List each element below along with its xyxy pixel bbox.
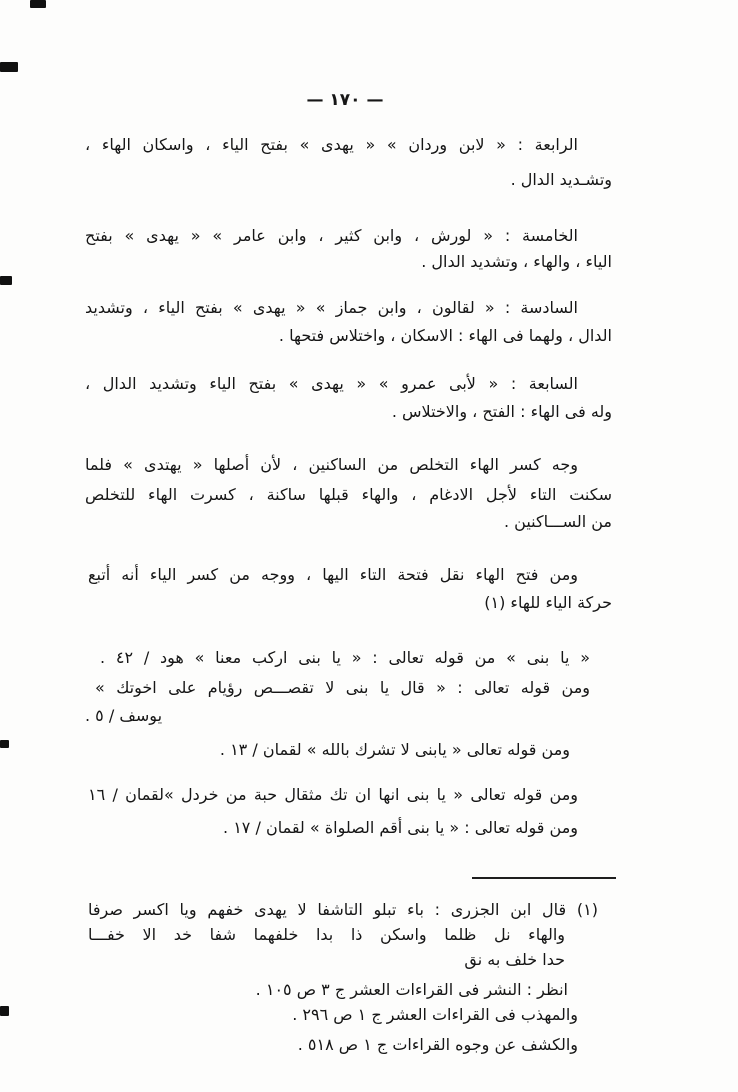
- verse-line: ومن قوله تعالى « يابنى لا تشرك بالله » لقمان / ١٣ .: [219, 740, 570, 759]
- paragraph-line: سكنت التاء لأجل الادغام ، والهاء قبلها ساكنة ، كسرت الهاء للتخلص: [85, 485, 612, 504]
- paragraph-line: من الســـاكنين .: [504, 512, 612, 531]
- verse-line: ومن قوله تعالى : « يا بنى أقم الصلواة » لقمان / ١٧ .: [223, 818, 578, 837]
- page-number: — ١٧٠ —: [306, 90, 384, 110]
- paragraph-line: وتشـديد الدال .: [510, 170, 612, 189]
- footnote-line: والهاء نل ظلما واسكن ذا بدا خلفهما شفا خد الا خفـــا: [88, 925, 565, 944]
- scan-mark: [0, 1006, 9, 1016]
- scan-mark: [0, 62, 18, 72]
- footnote-line: والكشف عن وجوه القراءات ج ١ ص ٥١٨ .: [297, 1035, 578, 1054]
- verse-line: ومن قوله تعالى « يا بنى انها ان تك مثقال حبة من خردل »لقمان / ١٦: [88, 785, 578, 804]
- paragraph-line: الياء ، والهاء ، وتشديد الدال .: [421, 252, 612, 271]
- paragraph-line: السادسة : « لقالون ، وابن جماز » « يهدى » بفتح الياء ، وتشديد: [85, 298, 578, 317]
- paragraph-line: وله فى الهاء : الفتح ، والاختلاس .: [391, 402, 612, 421]
- footnote-line: (١) قال ابن الجزرى : باء تبلو التاشفا لا يهدى خفهم ويا اكسر صرفا: [88, 900, 598, 919]
- scan-mark: [0, 276, 12, 285]
- paragraph-line: الدال ، ولهما فى الهاء : الاسكان ، واختلاس فتحها .: [278, 326, 612, 345]
- paragraph-line: ومن فتح الهاء نقل فتحة التاء اليها ، ووجه من كسر الياء أنه أتبع: [88, 565, 578, 584]
- verse-line: ومن قوله تعالى : « قال يا بنى لا تقصـــص رؤيام على اخوتك »: [95, 678, 590, 697]
- verse-line: « يا بنى » من قوله تعالى : « يا بنى اركب معنا » هود / ٤٢ .: [100, 648, 590, 667]
- scan-mark: [30, 0, 46, 8]
- paragraph-line: الرابعة : « لابن وردان » « يهدى » بفتح الياء ، واسكان الهاء ،: [85, 135, 578, 154]
- footnote-line: انظر : النشر فى القراءات العشر ج ٣ ص ١٠٥ .: [255, 980, 568, 999]
- footnote-line: والمهذب فى القراءات العشر ج ١ ص ٢٩٦ .: [292, 1005, 578, 1024]
- paragraph-line: الخامسة : « لورش ، وابن كثير ، وابن عامر » « يهدى » بفتح: [85, 226, 578, 245]
- footnote-line: حدا خلف به نق: [464, 950, 565, 969]
- verse-line: يوسف / ٥ .: [85, 706, 163, 725]
- paragraph-line: السابعة : « لأبى عمرو » « يهدى » بفتح الياء وتشديد الدال ،: [85, 374, 578, 393]
- paragraph-line: حركة الياء للهاء (١): [484, 593, 612, 612]
- scan-mark: [0, 740, 9, 748]
- paragraph-line: وجه كسر الهاء التخلص من الساكنين ، لأن أصلها « يهتدى » فلما: [85, 455, 578, 474]
- footnote-separator: [472, 877, 616, 879]
